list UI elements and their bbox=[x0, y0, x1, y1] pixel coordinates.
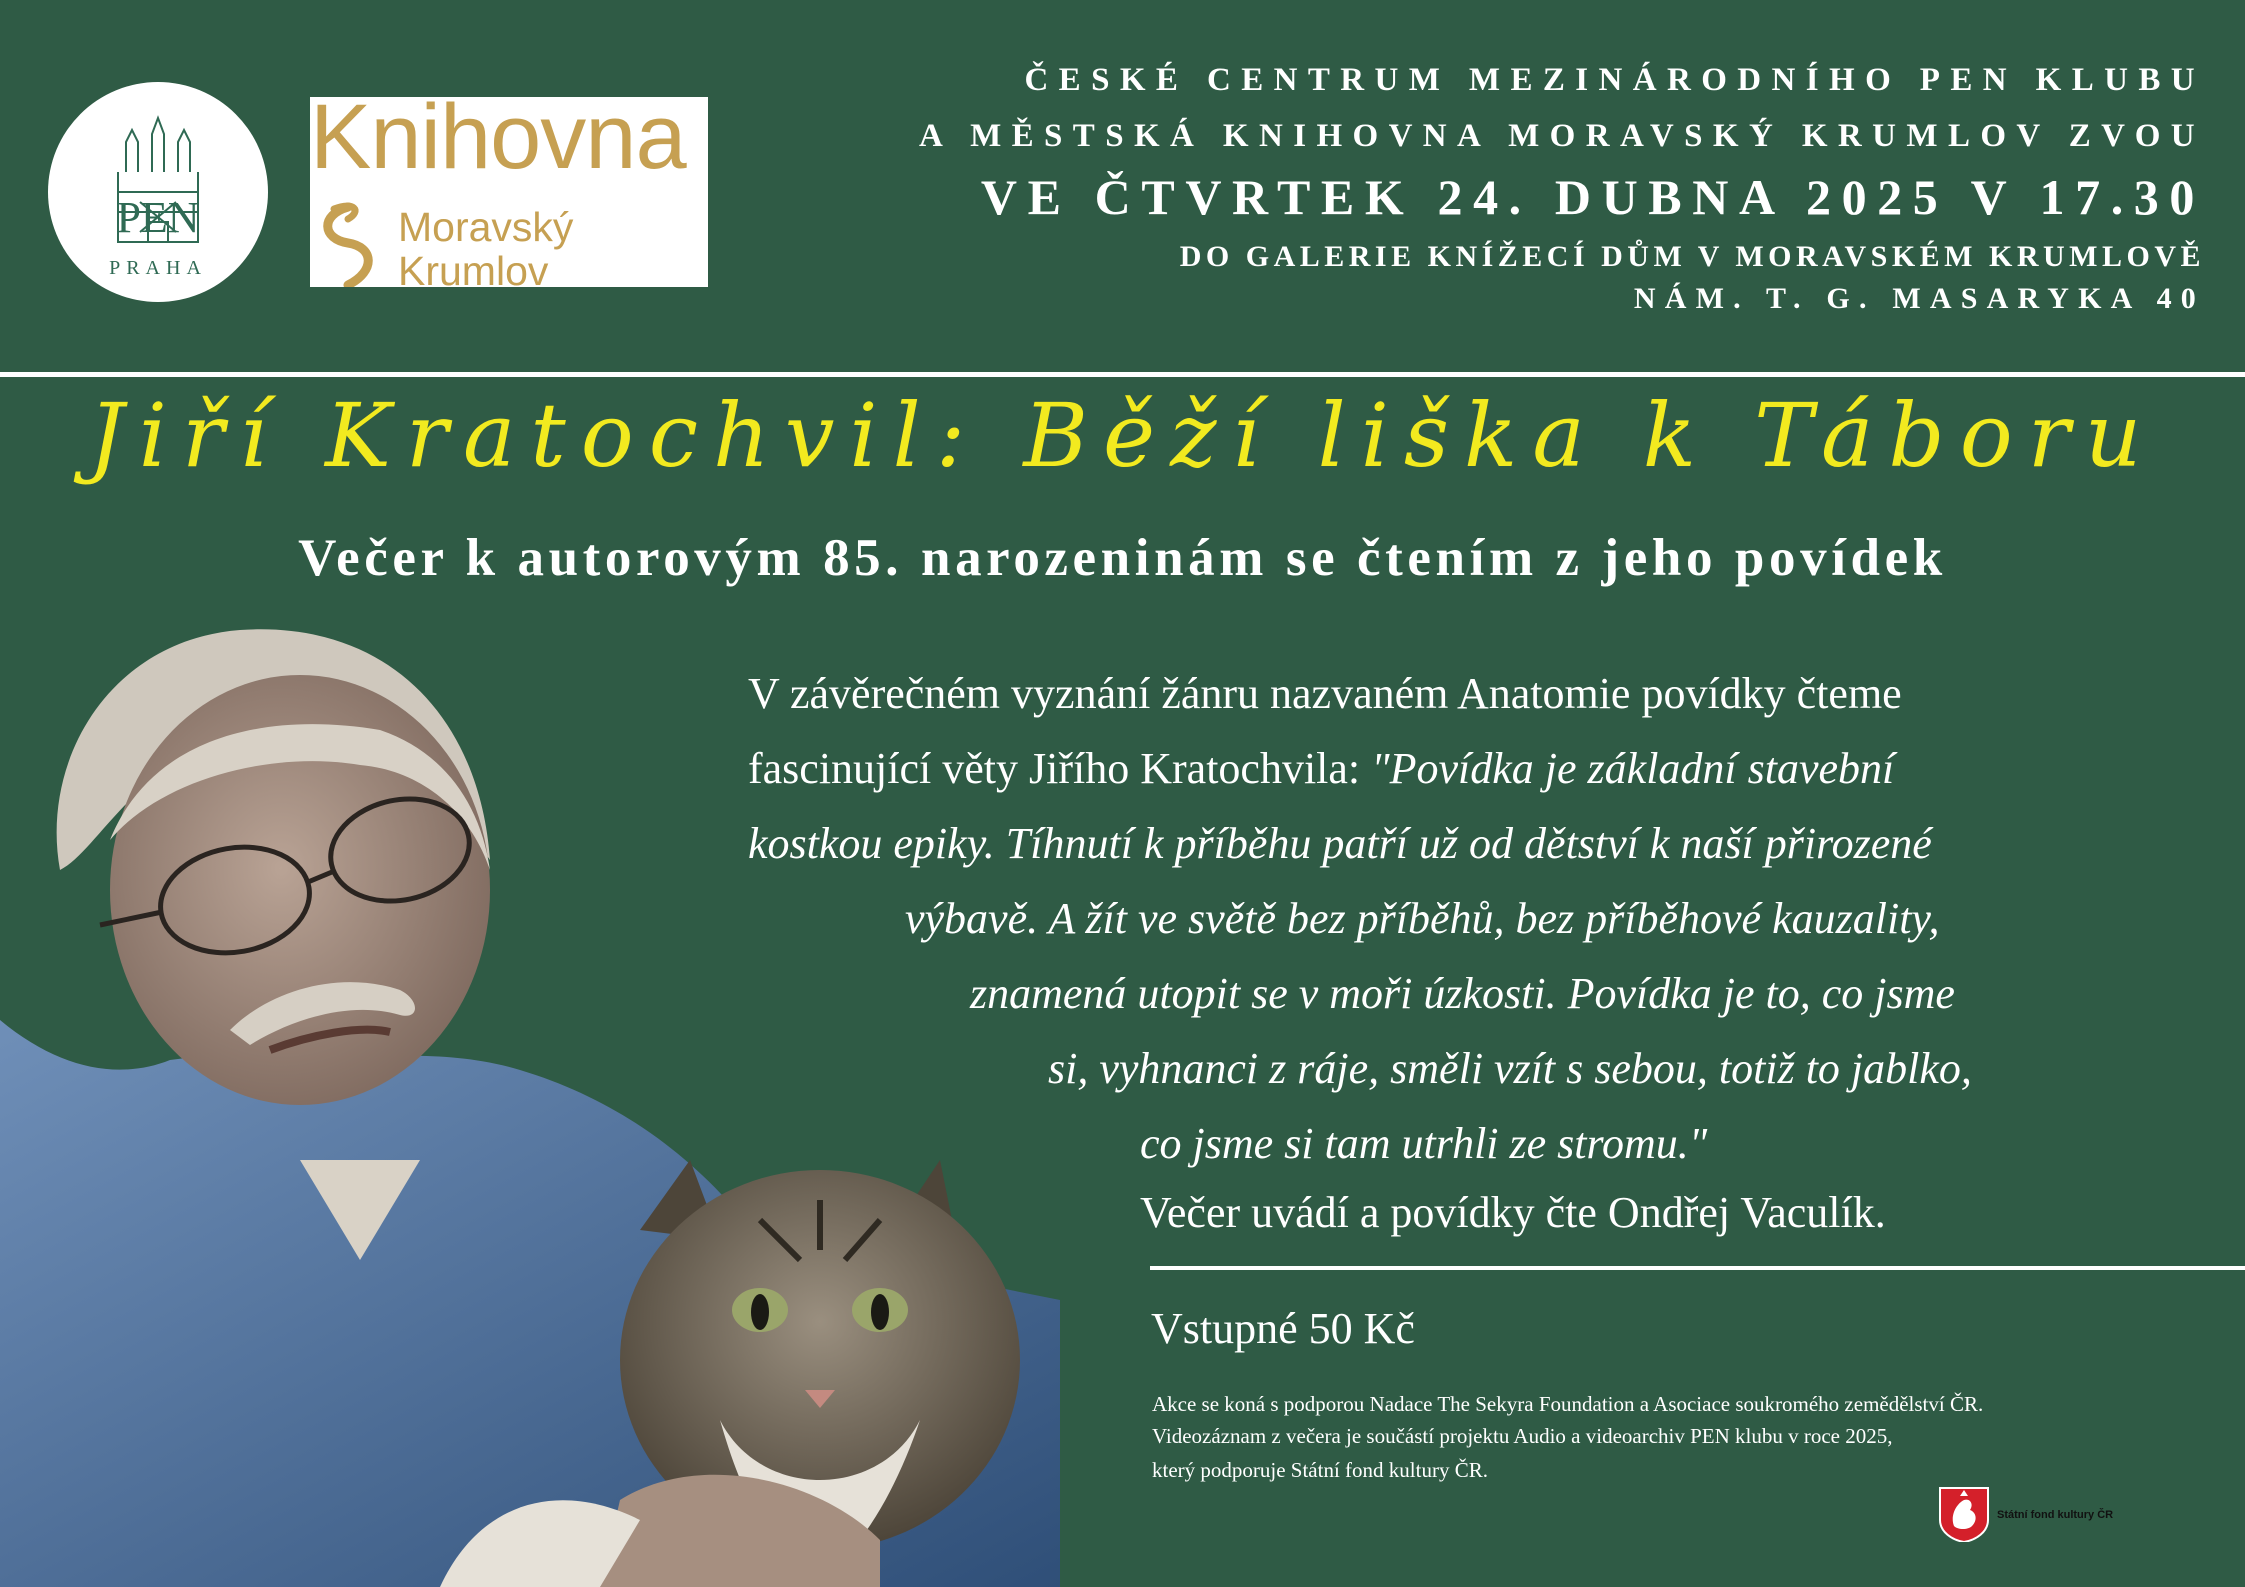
knihovna-logo-title: Knihovna bbox=[310, 97, 686, 188]
header-venue: DO GALERIE KNÍŽECÍ DŮM V MORAVSKÉM KRUMLOVĚ bbox=[1179, 240, 2205, 273]
pen-logo-text: PEN bbox=[116, 193, 200, 242]
header-organizer-2: A MĚSTSKÁ KNIHOVNA MORAVSKÝ KRUMLOV ZVOU bbox=[919, 118, 2205, 154]
footnote-1: Akce se koná s podporou Nadace The Sekyra Foundation a Asociace soukromého zemědělství ČR. bbox=[1152, 1392, 1984, 1416]
pen-logo-subtext: PRAHA bbox=[109, 257, 207, 279]
body-line-5: znamená utopit se v moři úzkosti. Povídka je to, co jsme bbox=[970, 969, 1955, 1018]
footnote-3: který podporuje Státní fond kultury ČR. bbox=[1152, 1458, 1488, 1482]
pen-castle-icon bbox=[48, 82, 268, 302]
body-line-2-quote: "Povídka je základní stavební bbox=[1371, 744, 1895, 793]
header-address: NÁM. T. G. MASARYKA 40 bbox=[1633, 282, 2205, 315]
event-subtitle: Večer k autorovým 85. narozeninám se čtením z jeho povídek bbox=[298, 529, 1947, 587]
sfk-label: Státní fond kultury ČR bbox=[1997, 1509, 2114, 1521]
body-line-7: co jsme si tam utrhli ze stromu." bbox=[1140, 1119, 1708, 1168]
footnote-2: Videozáznam z večera je součástí projektu Audio a videoarchiv PEN klubu v roce 2025, bbox=[1152, 1424, 1893, 1448]
event-title: Jiří Kratochvil: Běží liška k Táboru bbox=[88, 384, 2157, 487]
knihovna-logo bbox=[310, 97, 708, 287]
body-line-1: V závěrečném vyznání žánru nazvaném Anatomie povídky čteme bbox=[748, 669, 1902, 718]
top-divider bbox=[0, 372, 2245, 377]
header-date-time: VE ČTVRTEK 24. DUBNA 2025 V 17.30 bbox=[980, 169, 2205, 225]
body-line-6: si, vyhnanci z ráje, směli vzít s sebou, totiž to jablko, bbox=[1048, 1044, 1972, 1093]
body-line-3: kostkou epiky. Tíhnutí k příběhu patří už od dětství k naší přirozené bbox=[748, 819, 1932, 868]
body-line-4: výbavě. A žít ve světě bez příběhů, bez příběhové kauzality, bbox=[905, 894, 1940, 943]
body-line-2 bbox=[748, 744, 1895, 793]
entry-fee: Vstupné 50 Kč bbox=[1151, 1304, 1415, 1353]
header-organizer-1: ČESKÉ CENTRUM MEZINÁRODNÍHO PEN KLUBU bbox=[1024, 62, 2205, 98]
presenter-line: Večer uvádí a povídky čte Ondřej Vaculík. bbox=[1140, 1188, 1886, 1237]
bottom-divider bbox=[1150, 1266, 2245, 1270]
body-line-2-intro: fascinující věty Jiřího Kratochvila: bbox=[748, 744, 1372, 793]
knihovna-logo-line2: Krumlov bbox=[398, 248, 549, 287]
knihovna-logo-line1: Moravský bbox=[398, 204, 574, 250]
pen-praha-logo bbox=[48, 82, 268, 302]
